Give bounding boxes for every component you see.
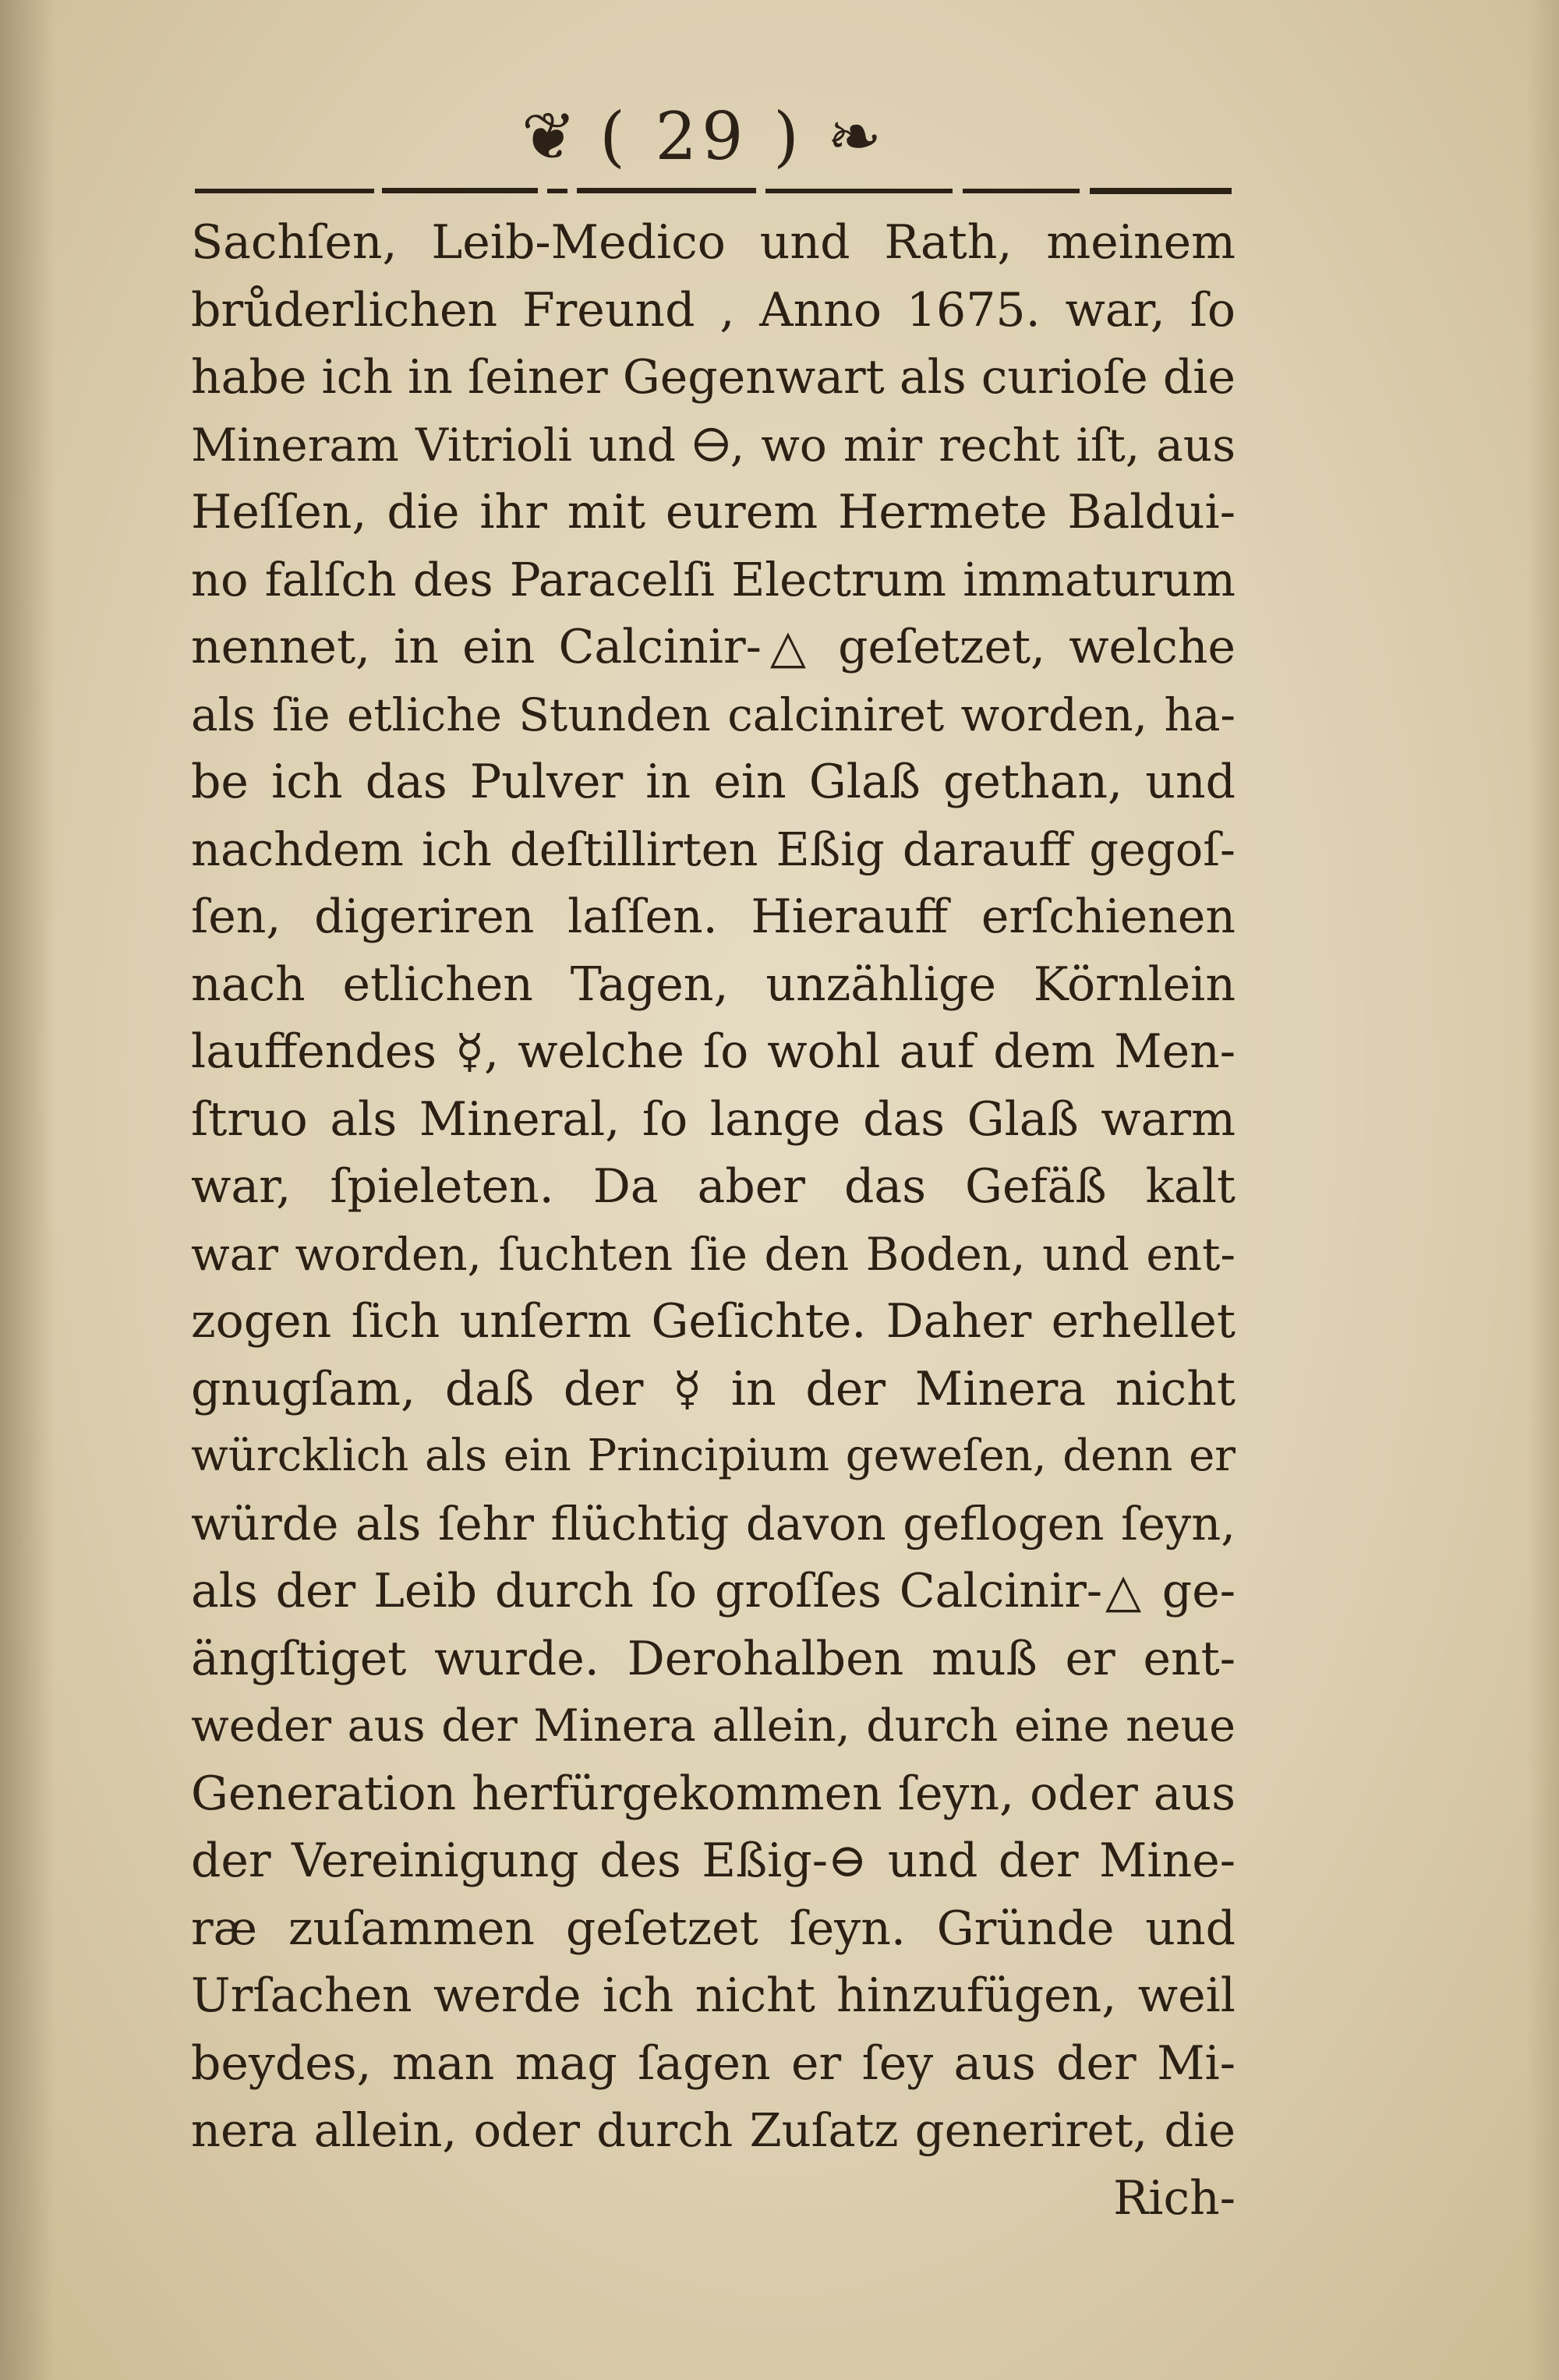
text-line: zogen ſich unſerm Geſichte. Daher erhellet <box>191 1294 1236 1349</box>
text-line: nachdem ich deſtillirten Eßig darauff gegoſ- <box>191 822 1236 876</box>
text-line: ſtruo als Mineral, ſo lange das Glaß warm <box>191 1091 1236 1147</box>
text-line: lauffendes ☿, welche ſo wohl auf dem Men- <box>191 1024 1236 1079</box>
text-line: Heſſen, die ihr mit eurem Hermete Baldui- <box>191 485 1236 539</box>
catchword: Rich- <box>1113 2170 1236 2226</box>
text-line: brůderlichen Freund , Anno 1675. war, ſo <box>191 282 1236 338</box>
text-line: war, ſpieleten. Da aber das Gefäß kalt <box>191 1159 1236 1214</box>
text-line: beydes, man mag ſagen er ſey aus der Mi- <box>191 2035 1236 2091</box>
text-line: Sachſen, Leib-Medico und Rath, meinem <box>191 215 1236 270</box>
text-line: als der Leib durch ſo groſſes Calcinir-△ ge- <box>191 1564 1236 1618</box>
text-line: Urſachen werde ich nicht hinzufügen, weil <box>191 1968 1236 2023</box>
text-line: nera allein, oder durch Zuſatz generiret, die <box>191 2103 1236 2157</box>
ornament-left-icon: ❦ <box>521 98 577 175</box>
text-line: gnugſam, daß der ☿ in der Minera nicht <box>191 1361 1236 1416</box>
text-line: als ſie etliche Stunden calciniret worden, ha- <box>191 688 1236 741</box>
text-line: weder aus der Minera allein, durch eine neue <box>191 1700 1236 1752</box>
text-line: Generation herfürgekommen ſeyn, oder aus <box>191 1766 1236 1821</box>
text-line: Mineram Vitrioli und 🜔, wo mir recht iſt, aus <box>191 418 1236 472</box>
text-line: der Vereinigung des Eßig-⊖ und der Mine- <box>191 1834 1236 1888</box>
text-line: nach etlichen Tagen, unzählige Körnlein <box>191 957 1236 1012</box>
body-text <box>191 209 1236 2232</box>
text-line: be ich das Pulver in ein Glaß gethan, und <box>191 755 1236 809</box>
text-line: nennet, in ein Calcinir-△ geſetzet, welche <box>191 620 1236 674</box>
page-number: ( 29 ) <box>599 98 804 175</box>
header-rule <box>195 186 1232 196</box>
text-line: würde als ſehr flüchtig davon geflogen ſeyn, <box>191 1496 1236 1551</box>
text-line: würcklich als ein Principium geweſen, denn er <box>191 1430 1236 1481</box>
edge-shadow <box>1528 0 1559 2380</box>
text-line: no falſch des Paracelſi Electrum immaturum <box>191 552 1236 606</box>
text-line: ängſtiget wurde. Derohalben muß er ent- <box>191 1631 1236 1686</box>
text-line: ræ zuſammen geſetzet ſeyn. Gründe und <box>191 1901 1236 1956</box>
text-line: habe ich in ſeiner Gegenwart als curioſe die <box>191 350 1236 405</box>
text-line: war worden, ſuchten ſie den Boden, und ent- <box>191 1227 1236 1281</box>
page-header <box>468 94 935 179</box>
gutter-shadow <box>0 0 55 2380</box>
ornament-right-icon: ❧ <box>826 98 882 175</box>
text-line: ſen, digeriren laſſen. Hierauff erſchienen <box>191 889 1236 944</box>
